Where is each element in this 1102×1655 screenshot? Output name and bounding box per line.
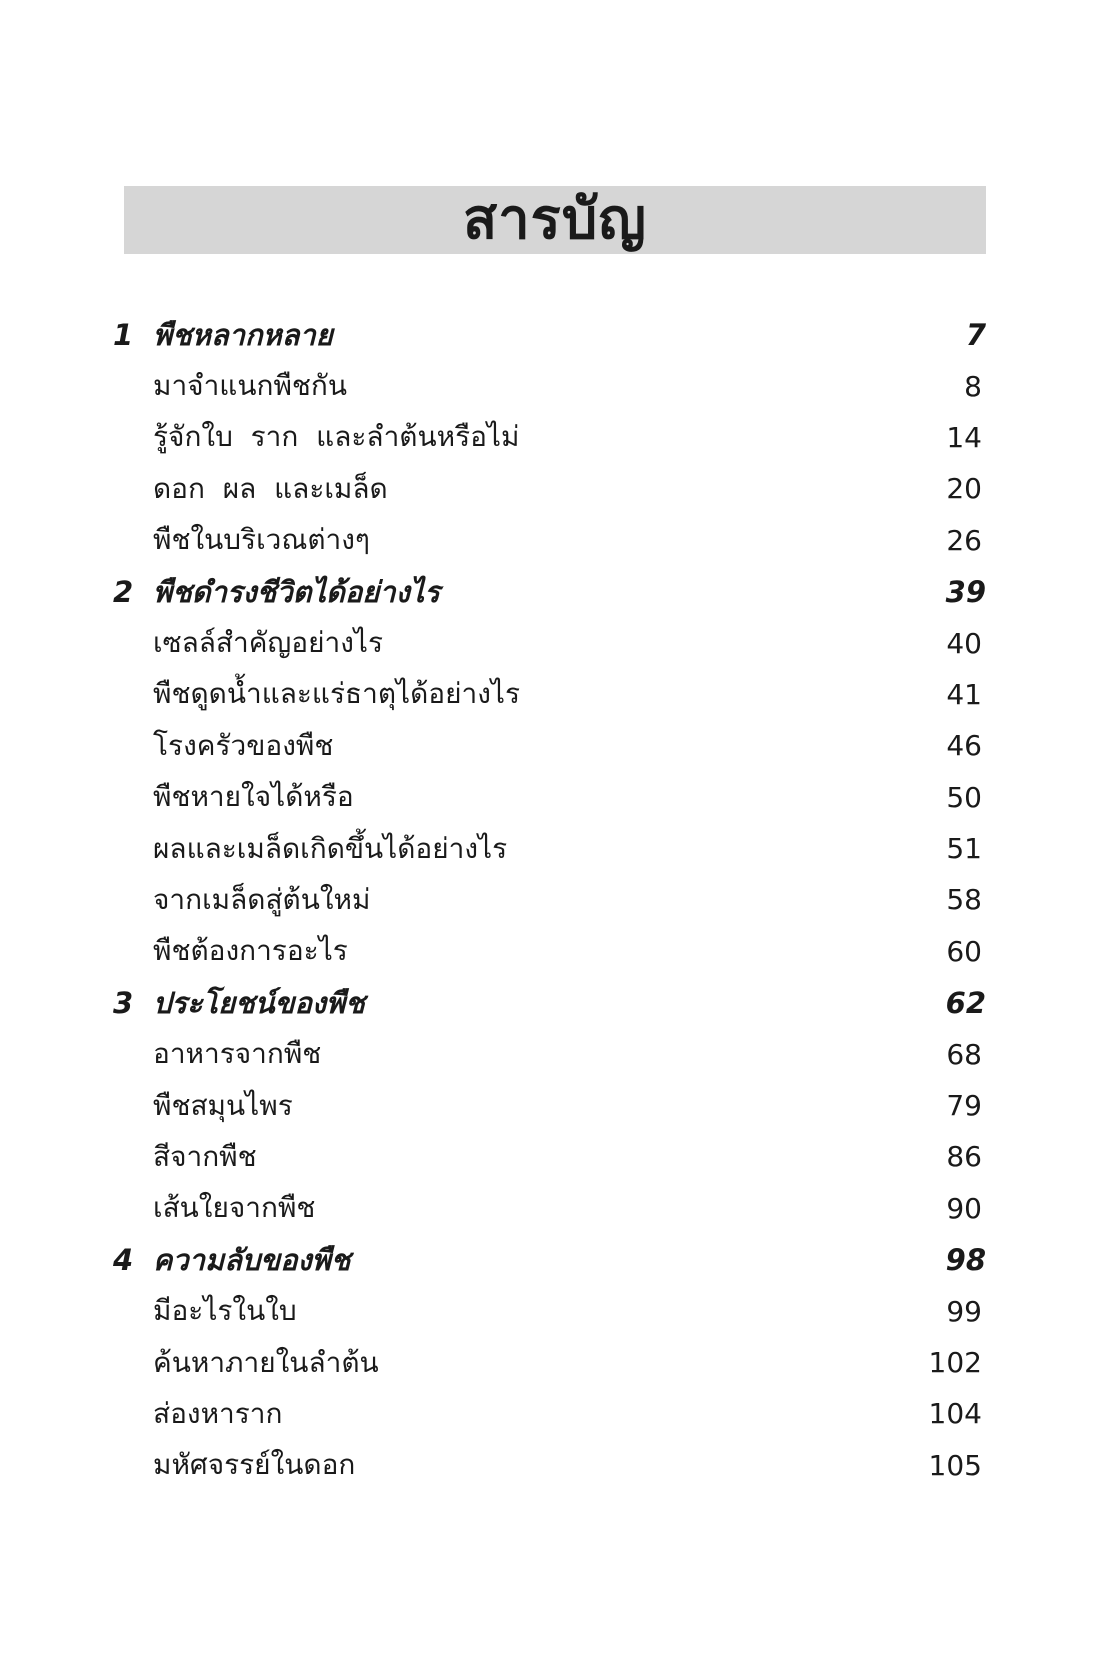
toc-entry[interactable] [113,1028,986,1079]
entry-page-number: 60 [946,934,982,968]
chapter-heading[interactable] [113,1234,986,1285]
chapter-page-number: 7 [965,317,986,352]
title-banner [124,186,986,254]
entry-title: ดอก ผล และเมล็ด [153,471,388,505]
entry-page-number: 20 [946,472,982,506]
chapter-title: พืชหลากหลาย [153,317,333,352]
chapter-heading[interactable] [113,566,986,617]
entry-title: พืชต้องการอะไร [153,934,348,968]
chapter-title: ความลับของพืช [153,1242,351,1277]
entry-page-number: 68 [946,1037,982,1071]
entry-page-number: 26 [946,523,982,557]
entry-page-number: 40 [946,626,982,660]
entry-page-number: 50 [946,780,982,814]
toc-entry[interactable] [113,1337,986,1388]
toc-entry[interactable] [113,926,986,977]
entry-page-number: 46 [946,729,982,763]
entry-title: พืชหายใจได้หรือ [153,780,354,814]
entry-page-number: 41 [946,677,982,711]
table-of-contents [113,309,986,1491]
chapter-number: 2 [113,574,134,609]
chapter-title: พืชดำรงชีวิตได้อย่างไร [153,574,440,609]
entry-page-number: 51 [946,832,982,866]
toc-entry[interactable] [113,1183,986,1234]
toc-entry[interactable] [113,1080,986,1131]
entry-title: มีอะไรในใบ [153,1294,297,1328]
entry-page-number: 58 [946,883,982,917]
toc-entry[interactable] [113,1131,986,1182]
toc-entry[interactable] [113,617,986,668]
chapter-page-number: 62 [945,985,986,1020]
entry-page-number: 79 [946,1089,982,1123]
entry-title: อาหารจากพืช [153,1037,322,1071]
toc-entry[interactable] [113,772,986,823]
toc-entry[interactable] [113,360,986,411]
entry-page-number: 105 [928,1448,982,1482]
entry-title: จากเมล็ดสู่ต้นใหม่ [153,882,371,916]
entry-page-number: 90 [946,1191,982,1225]
toc-entry[interactable] [113,515,986,566]
entry-title: เซลล์สำคัญอย่างไร [153,626,384,660]
chapter-number: 1 [113,317,134,352]
entry-title: ส่องหาราก [153,1396,283,1430]
chapter-title: ประโยชน์ของพืช [153,985,365,1020]
entry-title: พืชในบริเวณต่างๆ [153,523,370,557]
toc-entry[interactable] [113,1440,986,1491]
entry-page-number: 102 [928,1346,982,1379]
chapter-page-number: 39 [945,574,986,609]
toc-entry[interactable] [113,1285,986,1336]
chapter-heading[interactable] [113,309,986,360]
chapter-page-number: 98 [945,1242,986,1277]
toc-entry[interactable] [113,463,986,514]
entry-title: พืชดูดน้ำและแร่ธาตุได้อย่างไร [153,677,521,711]
entry-title: มหัศจรรย์ในดอก [153,1448,356,1482]
toc-entry[interactable] [113,720,986,771]
entry-page-number: 8 [964,369,982,403]
toc-entry[interactable] [113,874,986,925]
toc-entry[interactable] [113,412,986,463]
entry-title: พืชสมุนไพร [153,1088,293,1122]
entry-title: ค้นหาภายในลำต้น [153,1345,379,1379]
entry-title: โรงครัวของพืช [153,728,334,762]
entry-page-number: 104 [928,1397,982,1431]
chapter-number: 4 [113,1242,134,1277]
entry-page-number: 14 [946,420,982,454]
entry-title: สีจากพืช [153,1139,257,1173]
toc-entry[interactable] [113,1388,986,1439]
entry-title: เส้นใยจากพืช [153,1191,316,1225]
entry-title: ผลและเมล็ดเกิดขึ้นได้อย่างไร [153,831,508,865]
page-title: สารบัญ [463,187,647,252]
toc-entry[interactable] [113,669,986,720]
entry-page-number: 86 [946,1140,982,1174]
toc-entry[interactable] [113,823,986,874]
chapter-heading[interactable] [113,977,986,1028]
entry-title: มาจำแนกพืชกัน [153,369,348,403]
chapter-number: 3 [113,985,134,1020]
entry-title: รู้จักใบ ราก และลำต้นหรือไม่ [153,420,520,454]
entry-page-number: 99 [946,1294,982,1328]
